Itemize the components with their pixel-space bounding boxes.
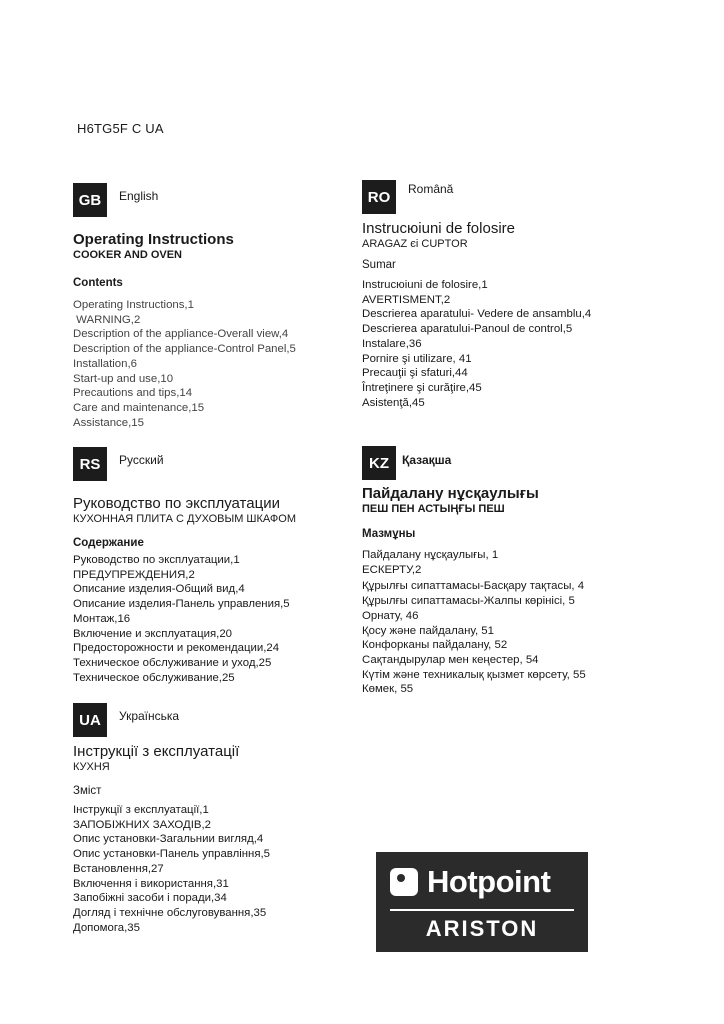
language-badge-gb: GB xyxy=(73,183,107,217)
list-item: Встановлення,27 xyxy=(73,862,164,875)
title-romanian: Instrucюiuni de folosire xyxy=(362,220,515,237)
list-item: ЗАПОБІЖНИХ ЗАХОДІВ,2 xyxy=(73,818,212,831)
language-name-russian: Русский xyxy=(119,453,164,467)
list-item: WARNING,2 xyxy=(73,313,141,326)
contents-label-romanian: Sumar xyxy=(362,259,396,271)
logo-brand: Hotpoint xyxy=(427,864,551,899)
list-item: Description of the appliance-Overall view,4 xyxy=(73,328,289,341)
model-number: H6TG5F C UA xyxy=(77,121,164,136)
contents-label-ukrainian: Зміст xyxy=(73,785,102,797)
list-item: Опис установки-Загальнии вигляд,4 xyxy=(73,833,264,846)
title-kazakh: Пайдалану нұсқаулығы xyxy=(362,485,539,502)
language-name-english: English xyxy=(119,189,159,203)
subtitle-romanian: ARAGAZ єі CUPTOR xyxy=(362,238,468,250)
list-item: Întreţinere şi curăţire,45 xyxy=(362,381,482,394)
subtitle-russian: КУХОННАЯ ПЛИТА С ДУХОВЫМ ШКАФОМ xyxy=(73,513,296,525)
language-name-romanian: Română xyxy=(408,182,454,196)
list-item: Description of the appliance-Control Panel,5 xyxy=(73,343,296,356)
list-item: Пайдалану нұсқаулығы, 1 xyxy=(362,549,499,561)
list-item: Техническое обслуживание,25 xyxy=(73,671,235,684)
title-english: Operating Instructions xyxy=(73,231,234,248)
section-english xyxy=(73,183,373,430)
list-item: Күтім және техникалық қызмет көрсету, 55 xyxy=(362,668,586,681)
list-item: Руководство по эксплуатации,1 xyxy=(73,554,240,566)
list-item: Допомога,35 xyxy=(73,921,140,934)
language-name-kazakh: Қазақша xyxy=(402,453,452,467)
list-item: Техническое обслуживание и уход,25 xyxy=(73,656,272,669)
list-item: Включення і використання,31 xyxy=(73,877,229,890)
list-item: Қосу және пайдалану, 51 xyxy=(362,624,494,637)
contents-list-romanian xyxy=(362,278,692,410)
list-item: Asistenţă,45 xyxy=(362,396,425,409)
subtitle-ukrainian: КУХНЯ xyxy=(73,761,110,773)
contents-list-kazakh xyxy=(362,548,692,697)
logo-divider xyxy=(390,909,574,911)
list-item: Запобіжні засоби і поради,34 xyxy=(73,892,227,905)
list-item: Сақтандырулар мен кеңестер, 54 xyxy=(362,653,539,666)
section-kazakh xyxy=(362,446,692,697)
list-item: Орнату, 46 xyxy=(362,609,419,622)
list-item: Operating Instructions,1 xyxy=(73,299,194,311)
list-item: Құрылғы сипаттамасы-Басқару тақтасы, 4 xyxy=(362,580,585,593)
language-badge-rs: RS xyxy=(73,447,107,481)
subtitle-kazakh: ПЕШ ПЕН АСТЫҢҒЫ ПЕШ xyxy=(362,503,505,515)
list-item: ЕСКЕРТУ,2 xyxy=(362,563,422,576)
title-russian: Руководство по эксплуатации xyxy=(73,495,280,512)
contents-label-kazakh: Мазмұны xyxy=(362,528,416,540)
list-item: Опис установки-Панель управління,5 xyxy=(73,848,271,861)
list-item: Start-up and use,10 xyxy=(73,372,174,385)
logo-sub-brand: ARISTON xyxy=(425,916,539,941)
list-item: Інструкції з експлуатації,1 xyxy=(73,804,209,816)
hotpoint-ariston-logo xyxy=(376,852,588,952)
section-russian xyxy=(73,447,373,685)
contents-list-ukrainian xyxy=(73,803,373,935)
title-ukrainian: Інструкції з експлуатації xyxy=(73,743,240,760)
section-ukrainian xyxy=(73,703,373,935)
list-item: Конфорканы пайдалану, 52 xyxy=(362,639,508,652)
subtitle-english: COOKER AND OVEN xyxy=(73,249,182,261)
list-item: Descrierea aparatului-Panoul de control,5 xyxy=(362,323,573,336)
section-romanian xyxy=(362,180,692,410)
list-item: AVERTISMENT,2 xyxy=(362,293,451,306)
list-item: Pornire şi utilizare, 41 xyxy=(362,352,472,365)
list-item: Монтаж,16 xyxy=(73,612,131,625)
language-badge-ro: RO xyxy=(362,180,396,214)
list-item: Installation,6 xyxy=(73,357,137,370)
contents-list-russian xyxy=(73,553,373,685)
list-item: Precautions and tips,14 xyxy=(73,387,193,400)
language-badge-kz: KZ xyxy=(362,446,396,480)
list-item: Көмек, 55 xyxy=(362,683,414,696)
list-item: Assistance,15 xyxy=(73,416,144,429)
contents-list-english xyxy=(73,298,373,430)
list-item: Описание изделия-Общий вид,4 xyxy=(73,583,245,596)
list-item: Precauţii şi sfaturi,44 xyxy=(362,367,468,380)
language-name-ukrainian: Українська xyxy=(119,709,180,723)
list-item: Instalare,36 xyxy=(362,337,422,350)
hotpoint-mark-icon xyxy=(390,868,418,896)
list-item: Описание изделия-Панель управления,5 xyxy=(73,598,290,611)
language-badge-ua: UA xyxy=(73,703,107,737)
list-item: Құрылғы сипаттамасы-Жалпы көрінісі, 5 xyxy=(362,595,575,608)
list-item: ПРЕДУПРЕЖДЕНИЯ,2 xyxy=(73,568,195,581)
list-item: Догляд і технічне обслуговування,35 xyxy=(73,906,267,919)
list-item: Care and maintenance,15 xyxy=(73,401,205,414)
list-item: Включение и эксплуатация,20 xyxy=(73,627,232,640)
contents-label-english: Contents xyxy=(73,277,123,289)
contents-label-russian: Содержание xyxy=(73,537,144,549)
list-item: Instrucюiuni de folosire,1 xyxy=(362,279,488,291)
list-item: Descrierea aparatului- Vedere de ansamblu,4 xyxy=(362,308,592,321)
list-item: Предосторожности и рекомендации,24 xyxy=(73,642,280,655)
